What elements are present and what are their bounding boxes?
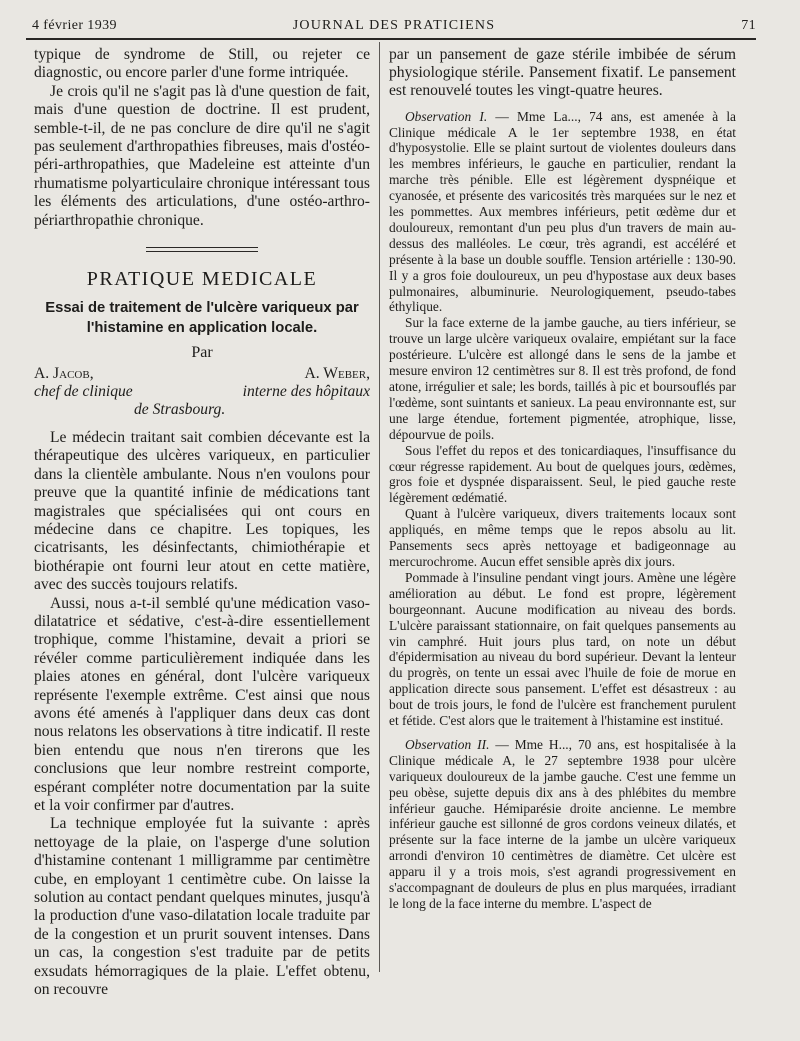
author-jacob bbox=[34, 365, 194, 402]
observation-2-paragraph bbox=[389, 737, 736, 912]
section-title: PRATIQUE MEDICALE bbox=[86, 268, 318, 291]
author-role: interne des hôpitaux bbox=[242, 383, 370, 401]
intro-paragraph: Je crois qu'il ne s'agit pas là d'une question de fait, mais d'une question de doctrine. Il est prudent, semble-t-il, de ne pas conclure de dire qu'il ne s'agit pas seulement d'arthropathies fibreuses, mais d'ostéo-péri-arthropathies, que Madeleine est atteinte d'un rhumatisme polyarticulaire chronique intéressant tous les éléments des articulations, d'une ostéo-arthro-périarthropathie chronique. bbox=[34, 82, 370, 229]
observation-1-paragraph: Quant à l'ulcère variqueux, divers traitements locaux sont appliqués, en même temps que le repos absolu au lit. Pansements secs après nettoyage et badigeonnage au mercurochrome. Aucun effet sensible après dix jours. bbox=[389, 506, 736, 569]
running-header bbox=[32, 14, 756, 36]
lead-paragraph: par un pansement de gaze stérile imbibée de sérum physiologique stérile. Pansement fixatif. Le pansement est renouvelé toutes les vingt-quatre heures. bbox=[389, 46, 736, 100]
right-column bbox=[389, 46, 736, 912]
observation-2-label: Observation II. bbox=[405, 736, 490, 752]
observation-1-paragraph: Sous l'effet du repos et des tonicardiaques, l'insuffisance du cœur régresse rapidement. Au bout de quelques jours, œdèmes, gros foie et dyspnée disparaissent. Seul, le pied gauche reste légèrement œdématié. bbox=[389, 442, 736, 506]
column-divider bbox=[379, 42, 380, 972]
header-journal-title: JOURNAL DES PRATICIENS bbox=[292, 18, 496, 33]
section-separator bbox=[146, 247, 258, 252]
header-page-number: 71 bbox=[741, 18, 756, 33]
article-title: Essai de traitement de l'ulcère variqueux par l'histamine en application locale. bbox=[45, 300, 359, 337]
author-city: de Strasbourg. bbox=[134, 400, 226, 418]
observation-1-label: Observation I. bbox=[405, 108, 488, 124]
observation-2-text: — Mme H..., 70 ans, est hospitalisée à la Clinique médicale A, le 27 septembre 1938 pour ulcère variqueux douloureux de la jambe gauche. C'est une femme un peu obèse, sujette depuis dix ans à des phlébites du membre inférieur gauche. Hémiparésie droite ancienne. Le membre inférieur gauche est sillonné de gros cordons veineux dilatés, et présente sur la face interne de la jambe un ulcère variqueux arrondi d'environ 10 centimètres de diamètre. Cet ulcère est apparu il y a trois mois, s'est agrandi progressivement en s'accompagnant de douleurs de plus en plus marquées, irradiant le long de la face interne du membre. L'aspect de bbox=[389, 736, 736, 912]
body-paragraph: La technique employée fut la suivante : après nettoyage de la plaie, on l'asperge d'une solution d'histamine contenant 1 milligramme par centimètre cube, en employant 1 centimètre cube. On laisse la solution au contact pendant quelques minutes, jusqu'à la production d'une vaso-dilatation locale traduite par de la congestion et un prurit souvent intenses. Dans un cas, la congestion s'est traduite par de petits exsudats hémorragiques de la plaie. L'effet obtenu, on recouvre bbox=[34, 815, 370, 999]
author-weber bbox=[200, 365, 370, 402]
observation-1-paragraph: Pommade à l'insuline pendant vingt jours. Amène une légère amélioration au début. Le fond est propre, légèrement bourgeonnant. Aucune modification au niveau des bords. L'ulcère paraissant stationnaire, on fait quelques pansements au vin camphré. Huit jours plus tard, on note un début d'épidermisation au niveau du bord supérieur. Devant la lenteur du progrès, on tente un essai avec l'huile de foie de morue en application directe sous pansement. L'effet est désastreux : au bout de trois jours, le fond de l'ulcère est franchement purulent et fétide. C'est alors que le traitement à l'histamine est institué. bbox=[389, 569, 736, 729]
header-date: 4 février 1939 bbox=[32, 18, 117, 33]
observation-1-paragraph: Sur la face externe de la jambe gauche, au tiers inférieur, se trouve un large ulcère variqueux ovalaire, empiétant sur la face postérieure. L'ulcère est allongé dans le sens de la jambe et mesure environ 12 centimètres sur 8. Il est très profond, de fond atone, irrégulier et sale; les bords, taillés à pic et boursouflés par l'œdème, sont suintants et sanieux. La peau environnante est, sur une large étendue, fortement pigmentée, atrophique, lisse, dépourvue de poils. bbox=[389, 315, 736, 442]
header-rule bbox=[26, 38, 756, 40]
body-paragraph: Aussi, nous a-t-il semblé qu'une médication vaso-dilatatrice et sédative, c'est-à-dire essentiellement trophique, comme l'histamine, devait a priori se révéler comme particulièrement indiquée dans les plaies atones en général, dont l'ulcère variqueux représente l'exemple extrême. C'est ainsi que nous avons été amenés à l'appliquer dans deux cas dont nous relatons les observations à titre indicatif. Il reste bien entendu que nous n'en tirerons que les conclusions que leur nombre restreint comporte, espérant compléter notre documentation par la suite et la voir confirmer par d'autres. bbox=[34, 594, 370, 814]
observation-1-text: — Mme La..., 74 ans, est amenée à la Clinique médicale A le 1er septembre 1938, en état d'hyposystolie. Elle se plaint surtout de violentes douleurs dans les membres inférieurs, le gauche en particulier, rendant la marche très pénible. Elle est légèrement dyspnéique et cyanosée, et présente des varicosités très marquées sur le nez et les pommettes. Aux membres inférieurs, petit œdème dur et douloureux, remontant d'un peu plus d'un travers de main au-dessus des malléoles. Le cœur, très agrandi, est accéléré et présente à la base un double souffle. Tension artérielle : 130-90. Il y a gros foie douloureux, un peu d'hypostase aux deux bases pulmonaires, albuminurie. Neurologiquement, pseudo-tabes éthylique. bbox=[389, 108, 736, 315]
intro-paragraph: typique de syndrome de Still, ou rejeter ce diagnostic, ou encore parler d'une forme intriquée. bbox=[34, 46, 370, 82]
author-name: A. Jacob, bbox=[34, 364, 94, 382]
observation-1-paragraph bbox=[389, 109, 736, 316]
author-name: A. Weber, bbox=[304, 364, 370, 382]
body-paragraph: Le médecin traitant sait combien décevante est la thérapeutique des ulcères variqueux, en particulier dans la clientèle ambulante. Nous n'en voulons pour preuve que la quantité infinie de médications tant magistrales que spécialisées qui ont cours en médecine dans ce chapitre. Les topiques, les cicatrisants, les désinfectants, chimiothérapie et biothérapie ont fourni leur atout en cette matière, avec des succès toujours relatifs. bbox=[34, 428, 370, 594]
byline-par: Par bbox=[191, 344, 213, 362]
author-role: chef de clinique bbox=[34, 383, 133, 401]
left-column bbox=[34, 46, 370, 999]
author-block bbox=[34, 365, 370, 423]
